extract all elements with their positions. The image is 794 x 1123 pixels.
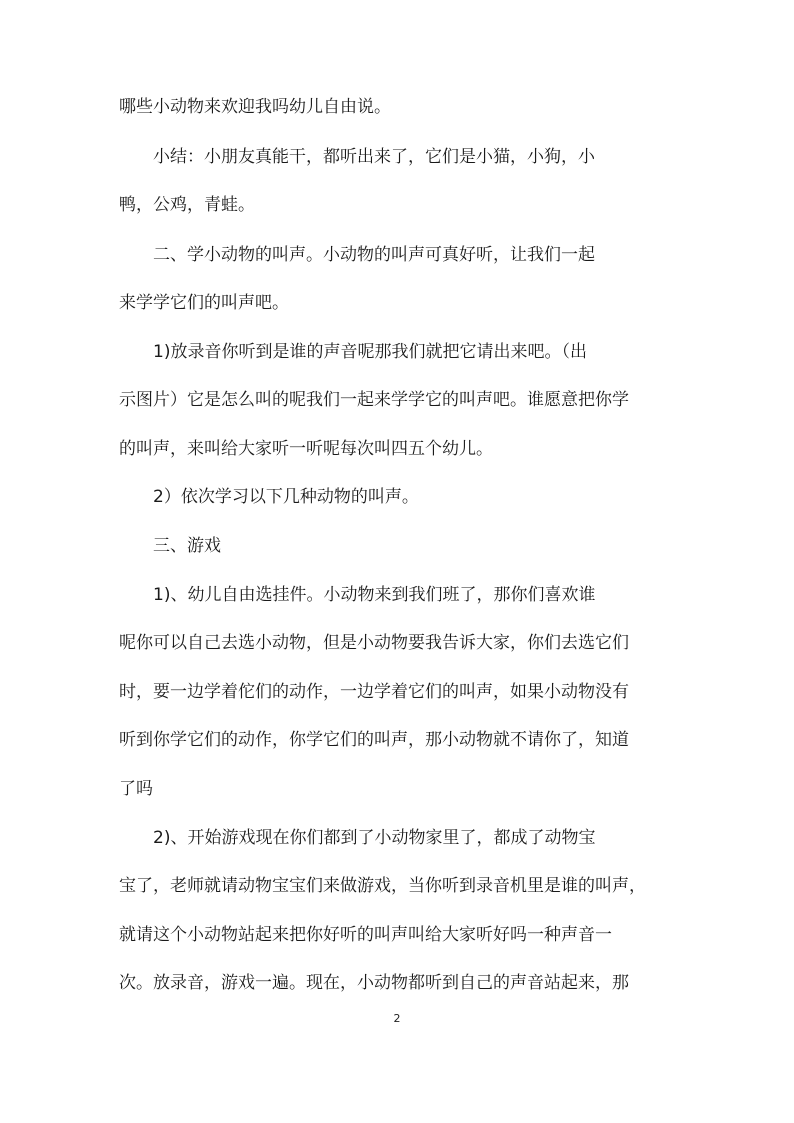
text-line: 1)放录音你听到是谁的声音呢那我们就把它请出来吧。（出 bbox=[119, 342, 587, 362]
text-line: 三、游戏 bbox=[119, 536, 221, 556]
text-line: 鸭，公鸡，青蛙。 bbox=[119, 195, 255, 215]
text-line: 来学学它们的叫声吧。 bbox=[119, 293, 289, 313]
text-line: 2）依次学习以下几种动物的叫声。 bbox=[119, 487, 419, 507]
text-line: 次。放录音，游戏一遍。现在，小动物都听到自己的声音站起来，那 bbox=[119, 973, 629, 993]
text-line: 1)、幼儿自由选挂件。小动物来到我们班了，那你们喜欢谁 bbox=[119, 585, 596, 605]
text-line: 就请这个小动物站起来把你好听的叫声叫给大家听好吗一种声音一 bbox=[119, 925, 612, 945]
text-line: 时，要一边学着佗们的动作，一边学着它们的叫声，如果小动物没有 bbox=[119, 682, 629, 702]
text-line: 的叫声，来叫给大家听一听呢每次叫四五个幼儿。 bbox=[119, 439, 493, 459]
text-line: 2)、开始游戏现在你们都到了小动物家里了，都成了动物宝 bbox=[119, 828, 596, 848]
text-line: 呢你可以自己去选小动物，但是小动物要我告诉大家，你们去选它们 bbox=[119, 633, 629, 653]
text-line: 哪些小动物来欢迎我吗幼儿自由说。 bbox=[119, 97, 391, 117]
text-line: 宝了，老师就请动物宝宝们来做游戏，当你听到录音机里是谁的叫声， bbox=[119, 876, 646, 896]
page-number: 2 bbox=[393, 1012, 401, 1025]
text-line: 了吗 bbox=[119, 779, 153, 799]
text-line: 示图片）它是怎么叫的呢我们一起来学学它的叫声吧。谁愿意把你学 bbox=[119, 390, 629, 410]
text-line: 二、学小动物的叫声。小动物的叫声可真好听，让我们一起 bbox=[119, 245, 595, 265]
text-line: 小结：小朋友真能干，都听出来了，它们是小猫，小狗，小 bbox=[119, 147, 595, 167]
text-line: 听到你学它们的动作，你学它们的叫声，那小动物就不请你了，知道 bbox=[119, 730, 629, 750]
